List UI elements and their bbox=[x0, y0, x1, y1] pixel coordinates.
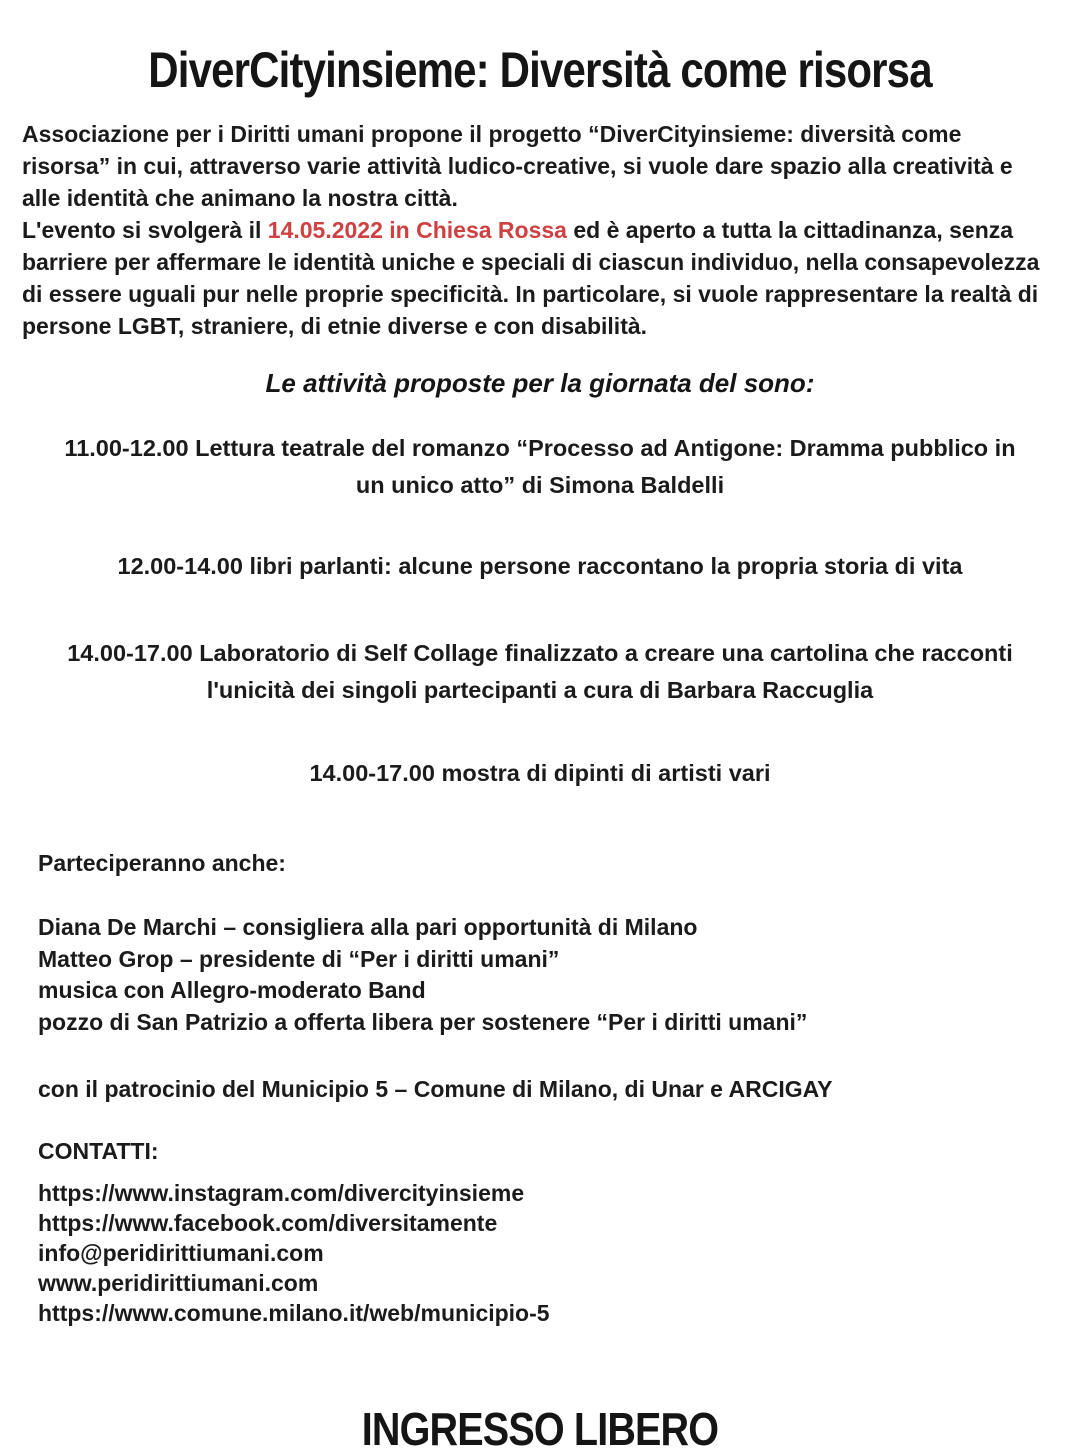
contacts-list bbox=[38, 1178, 1040, 1328]
flyer-title: DiverCityinsieme: Diversità come risorsa bbox=[148, 42, 932, 98]
intro-sentence-2-start: L'evento si svolgerà il bbox=[22, 217, 268, 243]
schedule-item-self-collage: 14.00-17.00 Laboratorio di Self Collage finalizzato a creare una cartolina che racconti l'unicità dei singoli partecipanti a cura di Barbara Raccuglia bbox=[67, 640, 1013, 703]
schedule-item-libri-parlanti: 12.00-14.00 libri parlanti: alcune persone raccontano la propria storia di vita bbox=[117, 553, 963, 579]
participant-matteo-grop: Matteo Grop – presidente di “Per i diritti umani” bbox=[38, 945, 560, 972]
contact-municipio-url: https://www.comune.milano.it/web/municipio-5 bbox=[38, 1300, 550, 1326]
patronage-line: con il patrocinio del Municipio 5 – Comune di Milano, di Unar e ARCIGAY bbox=[38, 1076, 833, 1102]
contact-instagram-url: https://www.instagram.com/divercityinsieme bbox=[38, 1180, 525, 1206]
contacts-heading: CONTATTI: bbox=[38, 1138, 159, 1164]
event-date-location: 14.05.2022 in Chiesa Rossa bbox=[267, 217, 567, 243]
participant-diana-de-marchi: Diana De Marchi – consigliera alla pari opportunità di Milano bbox=[38, 914, 698, 940]
schedule-heading: Le attività proposte per la giornata del sono: bbox=[265, 368, 815, 398]
contact-website: www.peridirittiumani.com bbox=[38, 1270, 319, 1296]
schedule-item-mostra-dipinti: 14.00-17.00 mostra di dipinti di artisti vari bbox=[309, 760, 771, 786]
event-flyer bbox=[0, 42, 1080, 1455]
schedule-item-lettura-teatrale: 11.00-12.00 Lettura teatrale del romanzo “Processo ad Antigone: Dramma pubblico in un unico atto” di Simona Baldelli bbox=[64, 435, 1016, 498]
contact-email: info@peridirittiumani.com bbox=[38, 1240, 324, 1266]
free-entry-banner: INGRESSO LIBERO bbox=[361, 1403, 719, 1455]
participants-section bbox=[38, 848, 1040, 1328]
participant-pozzo-san-patrizio: pozzo di San Patrizio a offerta libera per sostenere “Per i diritti umani” bbox=[38, 1008, 808, 1035]
contact-facebook-url: https://www.facebook.com/diversitamente bbox=[38, 1210, 498, 1236]
intro-sentence-1: Associazione per i Diritti umani propone il progetto “DiverCityinsieme: diversità come risorsa” in cui, attraverso varie attività ludico-creative, si vuole dare spazio alla creatività e alle identità che animano la nostra città. bbox=[22, 121, 1013, 211]
intro-paragraph bbox=[22, 118, 1050, 342]
participants-heading: Parteciperanno anche: bbox=[38, 850, 286, 876]
participant-band: musica con Allegro-moderato Band bbox=[38, 977, 426, 1003]
participants-list bbox=[38, 912, 1040, 1038]
intro-sentence-2-end: ed è aperto a tutta la cittadinanza, senza barriere per affermare le identità uniche e speciali di ciascun individuo, nella consapevolezza di essere uguali pur nelle proprie specificità. In particolare, si vuole rappresentare la realtà di persone LGBT, straniere, di etnie diverse e con disabilità. bbox=[22, 217, 1040, 339]
